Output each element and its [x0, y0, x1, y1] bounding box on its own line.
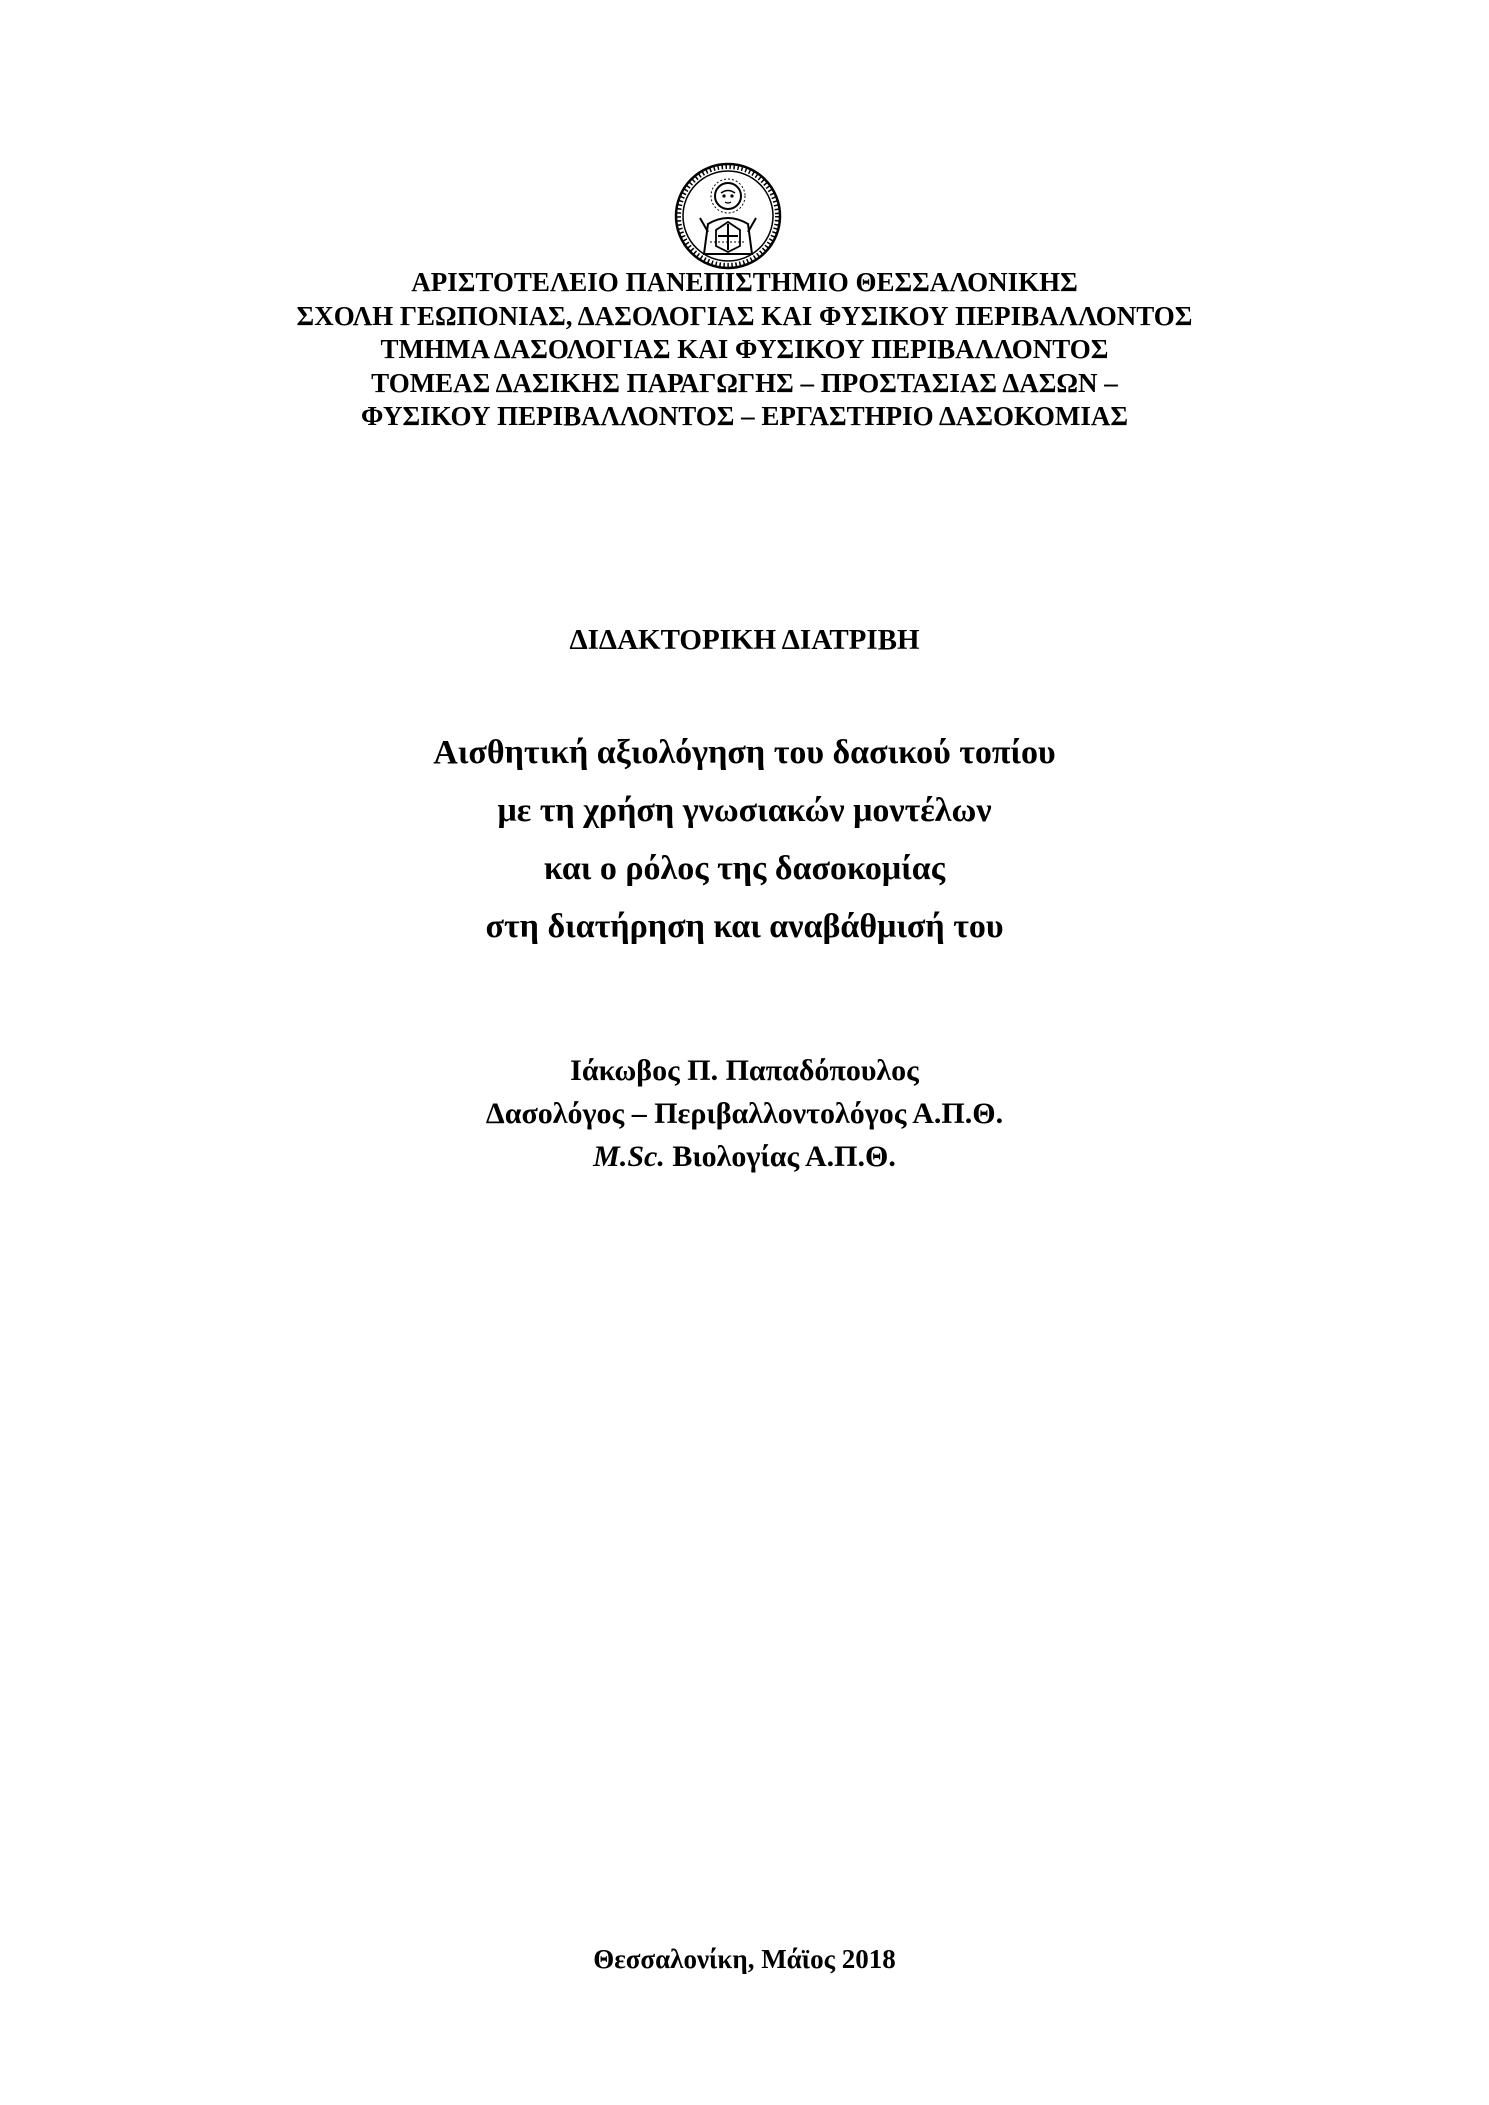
- university-seal-icon: [674, 162, 782, 270]
- author-block: [0, 1049, 1489, 1178]
- institution-line: ΑΡΙΣΤΟΤΕΛΕΙΟ ΠΑΝΕΠΙΣΤΗΜΙΟ ΘΕΣΣΑΛΟΝΙΚΗΣ: [411, 267, 1078, 297]
- thesis-title: [0, 724, 1489, 956]
- title-line: Αισθητική αξιολόγηση του δασικού τοπίου: [433, 734, 1056, 771]
- title-line: και ο ρόλος της δασοκομίας: [543, 850, 946, 887]
- degree-rest: Βιολογίας Α.Π.Θ.: [664, 1140, 896, 1173]
- institution-line: ΤΟΜΕΑΣ ΔΑΣΙΚΗΣ ΠΑΡΑΓΩΓΗΣ – ΠΡΟΣΤΑΣΙΑΣ ΔΑΣΩΝ –: [371, 367, 1118, 398]
- author-qualification: Δασολόγος – Περιβαλλοντολόγος Α.Π.Θ.: [485, 1097, 1004, 1130]
- place-date: Θεσσαλονίκη, Μάϊος 2018: [593, 1944, 896, 1974]
- institution-line: ΤΜΗΜΑ ΔΑΣΟΛΟΓΙΑΣ ΚΑΙ ΦΥΣΙΚΟΥ ΠΕΡΙΒΑΛΛΟΝΤΟΣ: [380, 334, 1109, 364]
- title-line: με τη χρήση γνωσιακών μοντέλων: [497, 792, 992, 829]
- author-name: Ιάκωβος Π. Παπαδόπουλος: [570, 1054, 919, 1087]
- institution-header: [0, 266, 1489, 434]
- title-line: στη διατήρηση και αναβάθμισή του: [485, 908, 1004, 945]
- institution-line: ΦΥΣΙΚΟΥ ΠΕΡΙΒΑΛΛΟΝΤΟΣ – ΕΡΓΑΣΤΗΡΙΟ ΔΑΣΟΚΟΜΙΑΣ: [360, 401, 1129, 431]
- institution-line: ΣΧΟΛΗ ΓΕΩΠΟΝΙΑΣ, ΔΑΣΟΛΟΓΙΑΣ ΚΑΙ ΦΥΣΙΚΟΥ ΠΕΡΙΒΑΛΛΟΝΤΟΣ: [296, 300, 1193, 331]
- document-type: ΔΙΔΑΚΤΟΡΙΚΗ ΔΙΑΤΡΙΒΗ: [569, 624, 920, 656]
- degree-prefix: M.Sc.: [593, 1140, 665, 1173]
- author-degree: [0, 1135, 1489, 1178]
